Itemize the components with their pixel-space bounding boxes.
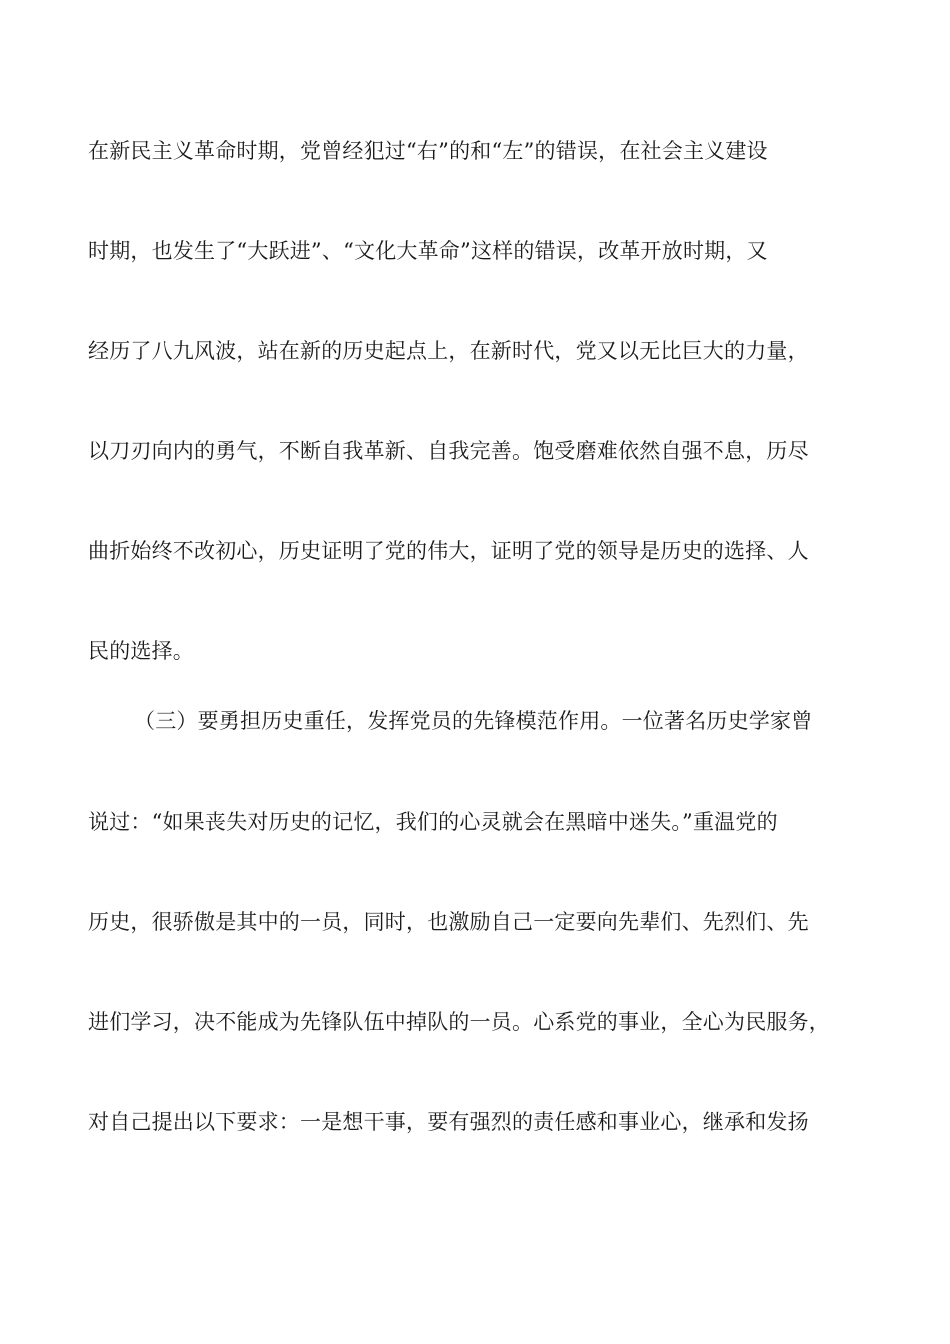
text-line: 进们学习，决不能成为先锋队伍中掉队的一员。心系党的事业，全心为民服务， xyxy=(88,1010,830,1034)
text-line: 曲折始终不改初心，历史证明了党的伟大，证明了党的领导是历史的选择、人 xyxy=(88,539,809,563)
section-heading-line: （三）要勇担历史重任，发挥党员的先锋模范作用。一位著名历史学家曾 xyxy=(134,709,813,733)
text-line: 对自己提出以下要求：一是想干事，要有强烈的责任感和事业心，继承和发扬 xyxy=(88,1110,809,1134)
text-line: 历史，很骄傲是其中的一员，同时，也激励自己一定要向先辈们、先烈们、先 xyxy=(88,910,809,934)
text-line: 在新民主义革命时期，党曾经犯过“右”的和“左”的错误，在社会主义建设 xyxy=(88,139,768,163)
text-line: 民的选择。 xyxy=(88,639,194,663)
text-line: 以刀刃向内的勇气，不断自我革新、自我完善。饱受磨难依然自强不息，历尽 xyxy=(88,439,809,463)
text-line: 时期，也发生了“大跃进”、“文化大革命”这样的错误，改革开放时期，又 xyxy=(88,239,768,263)
text-line: 经历了八九风波，站在新的历史起点上，在新时代，党又以无比巨大的力量， xyxy=(88,339,809,363)
text-line: 说过：“如果丧失对历史的记忆，我们的心灵就会在黑暗中迷失。”重温党的 xyxy=(88,810,778,834)
